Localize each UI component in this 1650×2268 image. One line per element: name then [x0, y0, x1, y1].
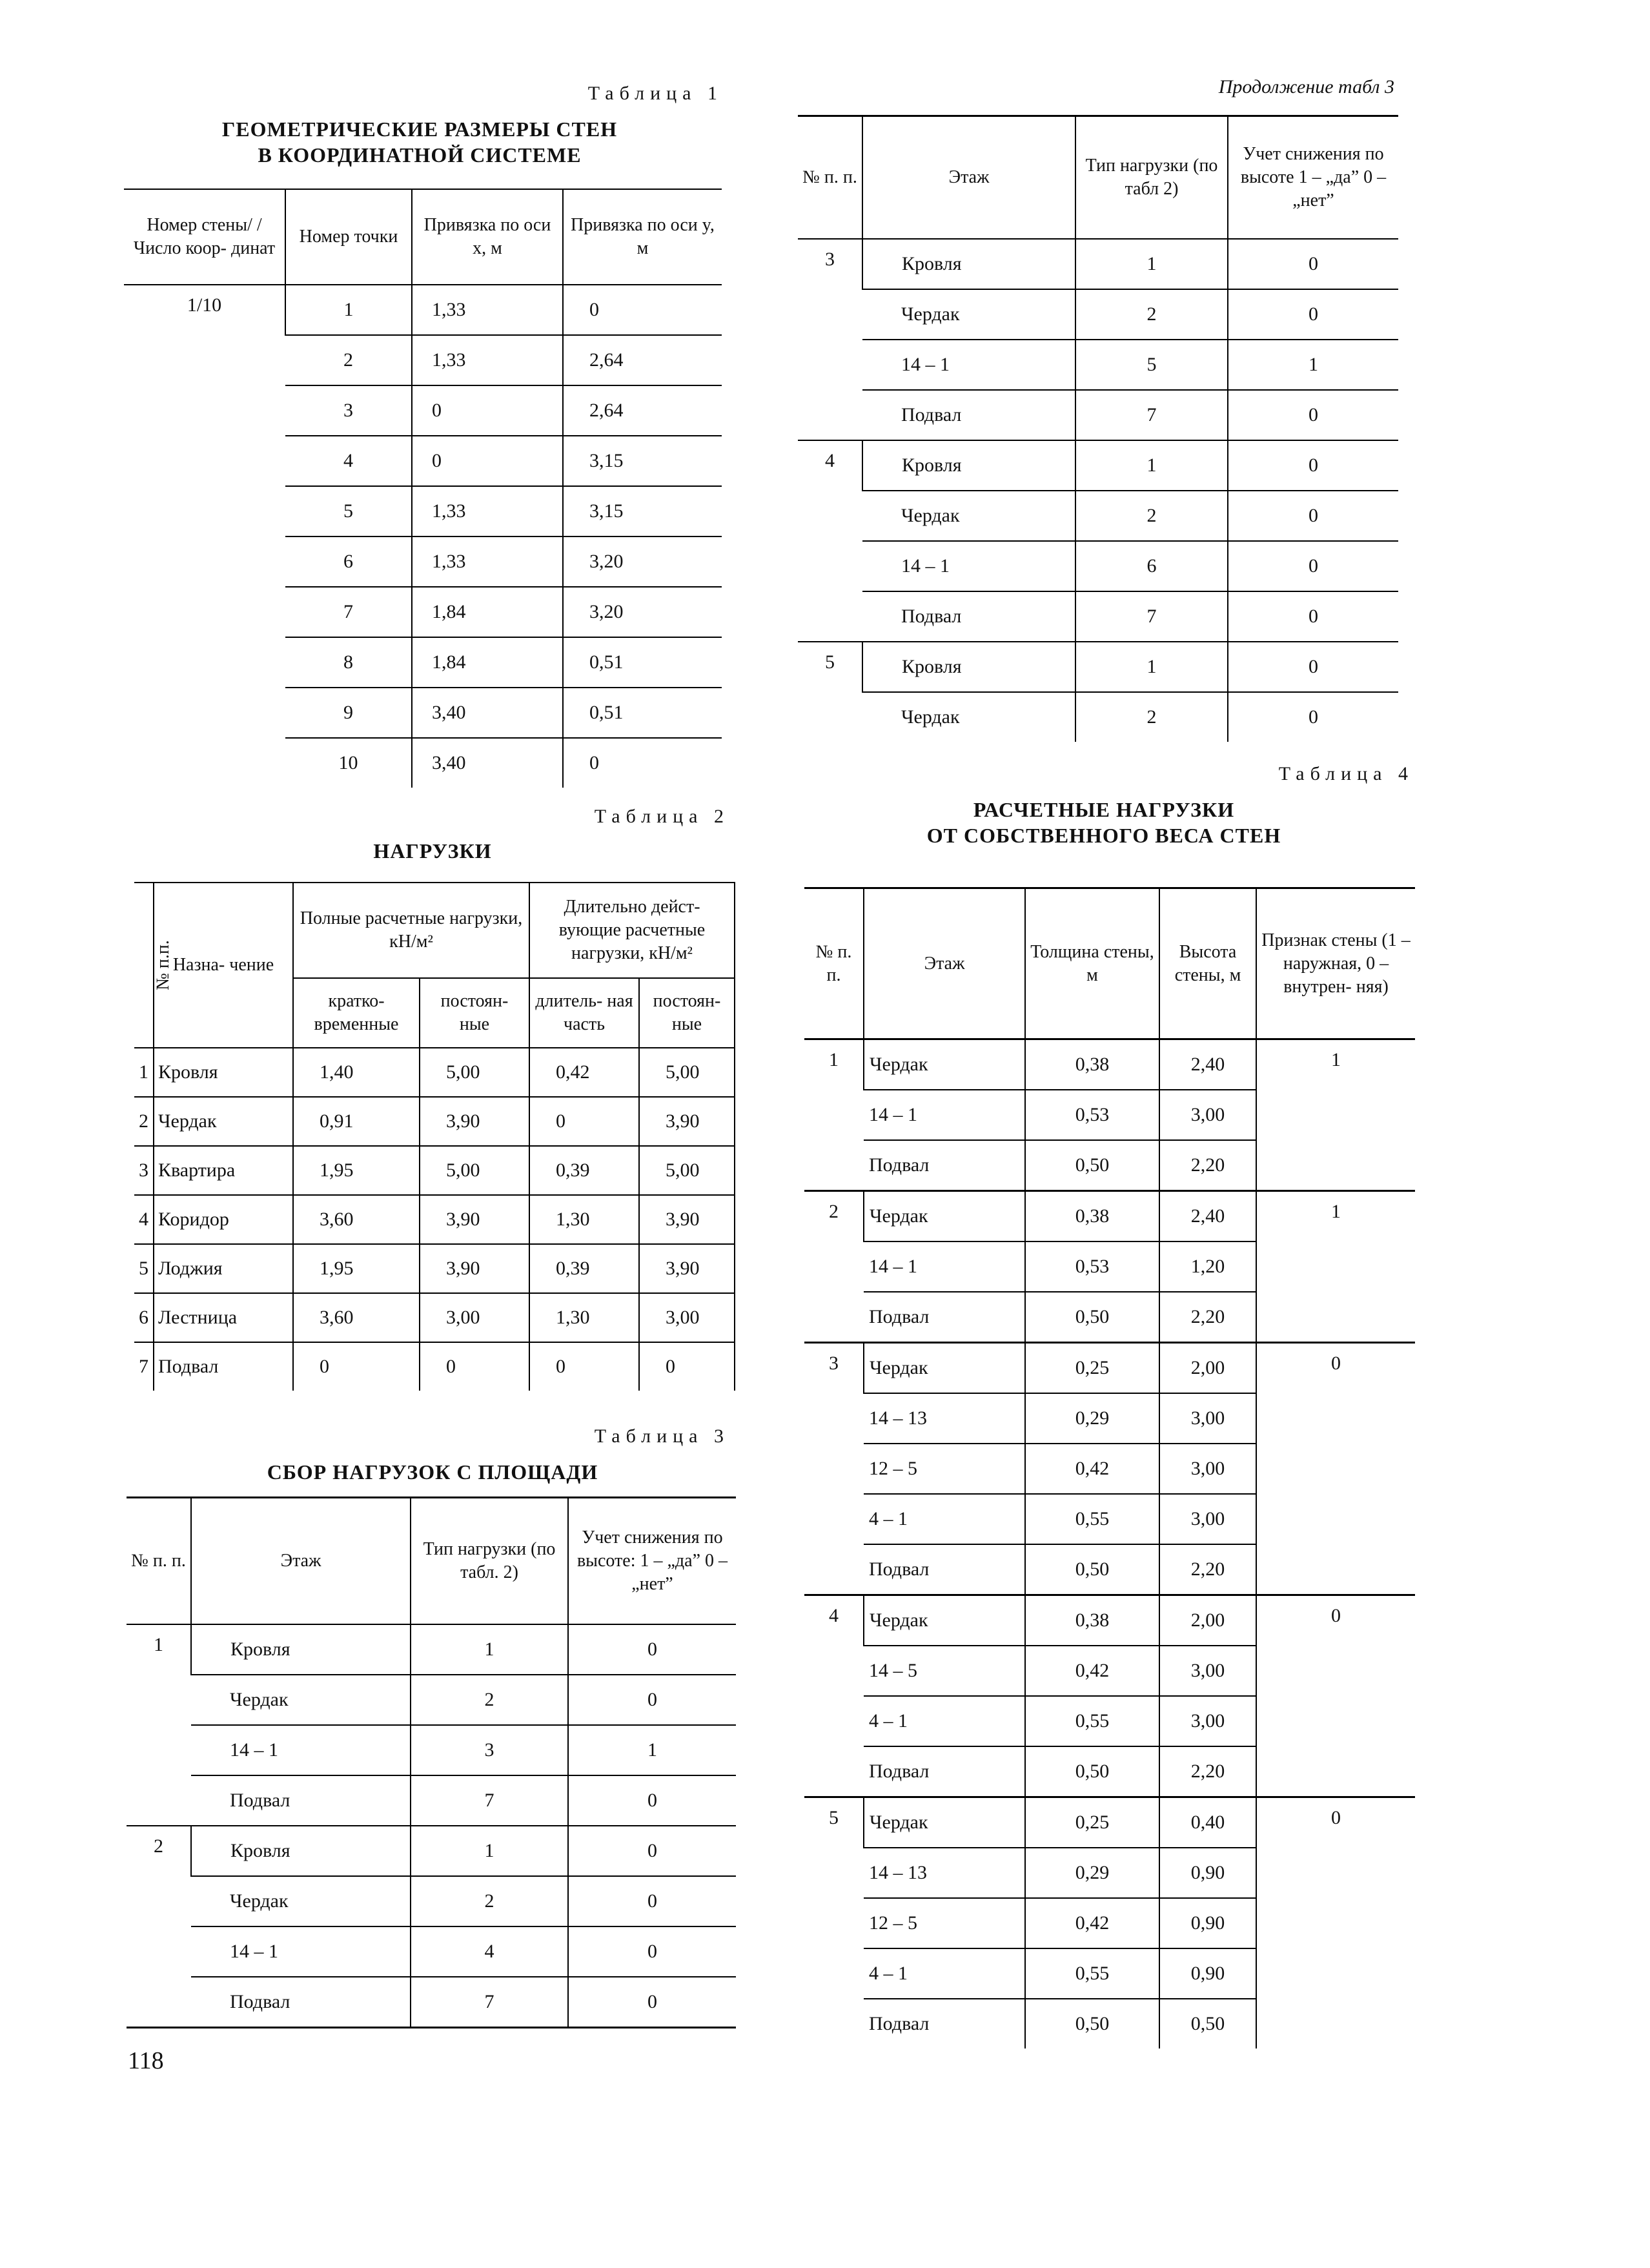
- long-part-load-cell: 0: [529, 1097, 639, 1146]
- thickness-cell: 0,55: [1025, 1494, 1159, 1544]
- y-coordinate-cell: 2,64: [563, 385, 722, 436]
- load-type-cell: 1: [1075, 642, 1228, 692]
- thickness-cell: 0,55: [1025, 1948, 1159, 1999]
- table-row: [127, 1725, 736, 1775]
- table-row: [804, 1343, 1415, 1394]
- group-number-cell: 1: [804, 1039, 864, 1191]
- table1-header-y: Привязка по оси y, м: [563, 189, 722, 285]
- thickness-cell: 0,53: [1025, 1090, 1159, 1140]
- row-number-cell: 2: [134, 1097, 154, 1146]
- table-row: [798, 340, 1398, 390]
- thickness-cell: 0,25: [1025, 1797, 1159, 1848]
- table2-header-permanent2: постоян- ные: [639, 978, 735, 1048]
- thickness-cell: 0,53: [1025, 1241, 1159, 1292]
- floor-cell: Чердак: [864, 1039, 1025, 1090]
- long-part-load-cell: 0: [529, 1342, 639, 1391]
- table3-header-num: № п. п.: [127, 1498, 191, 1624]
- thickness-cell: 0,25: [1025, 1343, 1159, 1394]
- load-type-cell: 7: [411, 1977, 568, 2028]
- load-type-cell: 2: [1075, 289, 1228, 340]
- table4-header-floor: Этаж: [864, 888, 1025, 1039]
- short-term-load-cell: 1,95: [293, 1146, 420, 1195]
- table1-title: [161, 116, 678, 168]
- wall-number-cell: 1/10: [187, 294, 222, 316]
- permanent-long-load-cell: 3,90: [639, 1195, 735, 1244]
- table-row: [798, 289, 1398, 340]
- load-type-cell: 2: [411, 1876, 568, 1926]
- load-type-cell: 2: [411, 1675, 568, 1725]
- reduction-cell: 0: [568, 1926, 736, 1977]
- row-number-cell: 1: [134, 1048, 154, 1097]
- short-term-load-cell: 0: [293, 1342, 420, 1391]
- thickness-cell: 0,38: [1025, 1595, 1159, 1646]
- thickness-cell: 0,50: [1025, 1746, 1159, 1797]
- thickness-cell: 0,29: [1025, 1393, 1159, 1444]
- thickness-cell: 0,38: [1025, 1039, 1159, 1090]
- point-number-cell: 2: [285, 335, 412, 385]
- y-coordinate-cell: 2,64: [563, 335, 722, 385]
- load-type-cell: 7: [1075, 390, 1228, 440]
- table-row: [798, 541, 1398, 591]
- table2-header-num: № п.п.: [134, 883, 154, 1048]
- floor-cell: Подвал: [862, 390, 1075, 440]
- load-type-cell: 7: [411, 1775, 568, 1826]
- table-row: [127, 1977, 736, 2028]
- height-cell: 0,40: [1159, 1797, 1256, 1848]
- table-row: [134, 1342, 735, 1391]
- floor-cell: Чердак: [862, 491, 1075, 541]
- long-part-load-cell: 0,39: [529, 1244, 639, 1293]
- reduction-cell: 0: [1228, 642, 1398, 692]
- x-coordinate-cell: 0: [412, 385, 563, 436]
- load-type-cell: 2: [1075, 491, 1228, 541]
- purpose-cell: Чердак: [154, 1097, 293, 1146]
- purpose-cell: Лоджия: [154, 1244, 293, 1293]
- long-part-load-cell: 0,39: [529, 1146, 639, 1195]
- floor-cell: Подвал: [864, 1140, 1025, 1191]
- table2-header-full: Полные расчетные нагрузки, кН/м²: [293, 883, 529, 978]
- wall-type-flag-cell: 1: [1256, 1039, 1415, 1191]
- x-coordinate-cell: 3,40: [412, 738, 563, 788]
- floor-cell: Чердак: [191, 1876, 411, 1926]
- table-row: [804, 1595, 1415, 1646]
- table3-cont-header-num: № п. п.: [798, 116, 862, 239]
- floor-cell: 12 – 5: [864, 1898, 1025, 1948]
- load-type-cell: 2: [1075, 692, 1228, 742]
- height-cell: 2,40: [1159, 1039, 1256, 1090]
- permanent-long-load-cell: 5,00: [639, 1146, 735, 1195]
- table4-title: [839, 797, 1369, 848]
- reduction-cell: 0: [1228, 390, 1398, 440]
- thickness-cell: 0,42: [1025, 1444, 1159, 1494]
- load-type-cell: 1: [411, 1624, 568, 1675]
- floor-cell: Кровля: [191, 1624, 411, 1675]
- table3-title: СБОР НАГРУЗОК С ПЛОЩАДИ: [267, 1460, 598, 1484]
- height-cell: 2,00: [1159, 1343, 1256, 1394]
- reduction-cell: 0: [568, 1876, 736, 1926]
- purpose-cell: Квартира: [154, 1146, 293, 1195]
- table3-caption: Таблица 3: [594, 1425, 729, 1447]
- table-row: [804, 1797, 1415, 1848]
- permanent-long-load-cell: 5,00: [639, 1048, 735, 1097]
- x-coordinate-cell: 1,33: [412, 536, 563, 587]
- floor-cell: Подвал: [869, 2013, 930, 2034]
- height-cell: 2,20: [1159, 1292, 1256, 1343]
- long-part-load-cell: 0,42: [529, 1048, 639, 1097]
- table-row: [127, 1675, 736, 1725]
- floor-cell: 14 – 5: [864, 1646, 1025, 1696]
- floor-cell: Подвал: [191, 1775, 411, 1826]
- table-row: [127, 1826, 736, 1876]
- table-row: [134, 1244, 735, 1293]
- floor-cell: Чердак: [864, 1797, 1025, 1848]
- table-row: [804, 1039, 1415, 1090]
- table2-title: НАГРУЗКИ: [373, 839, 492, 863]
- x-coordinate-cell: 1,33: [412, 335, 563, 385]
- long-part-load-cell: 1,30: [529, 1293, 639, 1342]
- long-part-load-cell: 1,30: [529, 1195, 639, 1244]
- reduction-cell: 0: [1228, 541, 1398, 591]
- floor-cell: 14 – 1: [862, 541, 1075, 591]
- table1-title-line1: ГЕОМЕТРИЧЕСКИЕ РАЗМЕРЫ СТЕН: [221, 117, 618, 141]
- table3-cont-header-floor: Этаж: [862, 116, 1075, 239]
- load-type-cell: 1: [1075, 239, 1228, 289]
- floor-cell: Чердак: [864, 1595, 1025, 1646]
- table3-header-load-type: Тип нагрузки (по табл. 2): [411, 1498, 568, 1624]
- table-row: [804, 1191, 1415, 1242]
- point-number-cell: 1: [285, 285, 412, 335]
- thickness-cell: 0,38: [1025, 1191, 1159, 1242]
- table-row: [124, 285, 722, 335]
- table1: [124, 189, 722, 788]
- group-number-cell: 1: [127, 1624, 191, 1826]
- group-number-cell: 5: [829, 1807, 839, 1828]
- table-row: [798, 440, 1398, 491]
- short-term-load-cell: 3,60: [293, 1293, 420, 1342]
- group-number-cell: 4: [798, 440, 862, 642]
- floor-cell: Чердак: [191, 1675, 411, 1725]
- height-cell: 0,90: [1159, 1898, 1256, 1948]
- x-coordinate-cell: 0: [412, 436, 563, 486]
- height-cell: 1,20: [1159, 1241, 1256, 1292]
- floor-cell: 12 – 5: [864, 1444, 1025, 1494]
- short-term-load-cell: 1,95: [293, 1244, 420, 1293]
- floor-cell: Кровля: [862, 440, 1075, 491]
- purpose-cell: Подвал: [154, 1342, 293, 1391]
- permanent-long-load-cell: 0: [639, 1342, 735, 1391]
- permanent-load-cell: 3,00: [420, 1293, 529, 1342]
- table-row: [798, 390, 1398, 440]
- table-row: [134, 1097, 735, 1146]
- height-cell: 2,20: [1159, 1544, 1256, 1595]
- thickness-cell: 0,50: [1025, 1999, 1159, 2048]
- table4-header-height: Высота стены, м: [1159, 888, 1256, 1039]
- table4-header-thickness: Толщина стены, м: [1025, 888, 1159, 1039]
- floor-cell: 14 – 1: [191, 1926, 411, 1977]
- floor-cell: Чердак: [862, 289, 1075, 340]
- wall-type-flag-cell: 0: [1256, 1797, 1415, 2049]
- row-number-cell: 6: [134, 1293, 154, 1342]
- height-cell: 3,00: [1159, 1494, 1256, 1544]
- table-row: [798, 239, 1398, 289]
- floor-cell: Кровля: [862, 642, 1075, 692]
- table-row: [127, 1876, 736, 1926]
- thickness-cell: 0,42: [1025, 1898, 1159, 1948]
- reduction-cell: 0: [568, 1775, 736, 1826]
- point-number-cell: 10: [338, 752, 358, 773]
- height-cell: 2,20: [1159, 1140, 1256, 1191]
- y-coordinate-cell: 3,20: [563, 587, 722, 637]
- group-number-cell: 2: [804, 1191, 864, 1343]
- point-number-cell: 5: [285, 486, 412, 536]
- table-row: [798, 642, 1398, 692]
- table-row: [127, 1775, 736, 1826]
- table-row: [134, 1195, 735, 1244]
- x-coordinate-cell: 1,33: [412, 285, 563, 335]
- permanent-load-cell: 3,90: [420, 1195, 529, 1244]
- x-coordinate-cell: 1,84: [412, 587, 563, 637]
- reduction-cell: 0: [568, 1624, 736, 1675]
- table-row: [134, 1048, 735, 1097]
- floor-cell: Подвал: [864, 1746, 1025, 1797]
- table2-header-long: Длительно дейст- вующие расчетные нагрузки, кН/м²: [529, 883, 735, 978]
- table-row: [798, 692, 1398, 742]
- table3-cont-header-reduction: Учет снижения по высоте 1 – „да” 0 – „нет”: [1228, 116, 1398, 239]
- floor-cell: 14 – 13: [864, 1848, 1025, 1898]
- thickness-cell: 0,29: [1025, 1848, 1159, 1898]
- permanent-long-load-cell: 3,90: [639, 1097, 735, 1146]
- floor-cell: Подвал: [862, 591, 1075, 642]
- wall-type-flag-cell: 0: [1256, 1595, 1415, 1797]
- height-cell: 3,00: [1159, 1646, 1256, 1696]
- table2: [134, 882, 735, 1391]
- table3-cont-header-load-type: Тип нагрузки (по табл 2): [1075, 116, 1228, 239]
- floor-cell: 4 – 1: [864, 1696, 1025, 1746]
- reduction-cell: 0: [568, 1675, 736, 1725]
- table2-header-short-term: кратко- временные: [293, 978, 420, 1048]
- table1-title-line2: В КООРДИНАТНОЙ СИСТЕМЕ: [258, 143, 582, 167]
- table1-header-x: Привязка по оси x, м: [412, 189, 563, 285]
- purpose-cell: Кровля: [154, 1048, 293, 1097]
- table2-header-long-part: длитель- ная часть: [529, 978, 639, 1048]
- purpose-cell: Коридор: [154, 1195, 293, 1244]
- point-number-cell: 9: [285, 688, 412, 738]
- height-cell: 0,90: [1159, 1848, 1256, 1898]
- load-type-cell: 1: [1075, 440, 1228, 491]
- height-cell: 3,00: [1159, 1393, 1256, 1444]
- permanent-long-load-cell: 3,00: [639, 1293, 735, 1342]
- table1-header-wall: Номер стены/ /Число коор- динат: [124, 189, 285, 285]
- height-cell: 0,50: [1159, 1999, 1256, 2048]
- purpose-cell: Лестница: [154, 1293, 293, 1342]
- floor-cell: Подвал: [191, 1977, 411, 2028]
- x-coordinate-cell: 1,84: [412, 637, 563, 688]
- page-number: 118: [128, 2047, 164, 2074]
- point-number-cell: 3: [285, 385, 412, 436]
- x-coordinate-cell: 1,33: [412, 486, 563, 536]
- floor-cell: Кровля: [862, 239, 1075, 289]
- y-coordinate-cell: 3,15: [563, 486, 722, 536]
- table1-header-point: Номер точки: [285, 189, 412, 285]
- height-cell: 3,00: [1159, 1444, 1256, 1494]
- floor-cell: 14 – 1: [862, 340, 1075, 390]
- floor-cell: Чердак: [864, 1343, 1025, 1394]
- permanent-load-cell: 5,00: [420, 1048, 529, 1097]
- reduction-cell: 0: [1228, 591, 1398, 642]
- reduction-cell: 0: [1228, 440, 1398, 491]
- row-number-cell: 3: [134, 1146, 154, 1195]
- y-coordinate-cell: 0,51: [563, 637, 722, 688]
- height-cell: 3,00: [1159, 1696, 1256, 1746]
- y-coordinate-cell: 0,51: [563, 688, 722, 738]
- floor-cell: Подвал: [864, 1544, 1025, 1595]
- load-type-cell: 6: [1075, 541, 1228, 591]
- thickness-cell: 0,42: [1025, 1646, 1159, 1696]
- wall-type-flag-cell: 1: [1256, 1191, 1415, 1343]
- table4-title-line2: ОТ СОБСТВЕННОГО ВЕСА СТЕН: [926, 824, 1281, 847]
- point-number-cell: 6: [285, 536, 412, 587]
- table-row: [798, 491, 1398, 541]
- table2-header-permanent: постоян- ные: [420, 978, 529, 1048]
- floor-cell: Кровля: [191, 1826, 411, 1876]
- floor-cell: 4 – 1: [864, 1494, 1025, 1544]
- table3-header-reduction: Учет снижения по высоте: 1 – „да” 0 – „нет”: [568, 1498, 736, 1624]
- load-type-cell: 1: [411, 1826, 568, 1876]
- floor-cell: 14 – 1: [864, 1241, 1025, 1292]
- load-type-cell: 5: [1075, 340, 1228, 390]
- thickness-cell: 0,50: [1025, 1544, 1159, 1595]
- table-row: [127, 1624, 736, 1675]
- reduction-cell: 0: [568, 1977, 736, 2028]
- group-number-cell: 3: [798, 239, 862, 440]
- thickness-cell: 0,50: [1025, 1292, 1159, 1343]
- floor-cell: Чердак: [864, 1191, 1025, 1242]
- table2-header-purpose: Назна- чение: [154, 883, 293, 1048]
- height-cell: 0,90: [1159, 1948, 1256, 1999]
- y-coordinate-cell: 3,15: [563, 436, 722, 486]
- reduction-cell: 0: [568, 1826, 736, 1876]
- load-type-cell: 4: [411, 1926, 568, 1977]
- x-coordinate-cell: 3,40: [412, 688, 563, 738]
- floor-cell: 14 – 1: [191, 1725, 411, 1775]
- table4: [804, 887, 1415, 2048]
- reduction-cell: 0: [1228, 239, 1398, 289]
- table3: [127, 1497, 736, 2028]
- table1-caption: Таблица 1: [587, 83, 723, 104]
- reduction-cell: 0: [1228, 692, 1398, 742]
- group-number-cell: 5: [825, 651, 835, 673]
- reduction-cell: 1: [568, 1725, 736, 1775]
- floor-cell: 4 – 1: [864, 1948, 1025, 1999]
- group-number-cell: 3: [804, 1343, 864, 1595]
- table2-caption: Таблица 2: [594, 806, 729, 827]
- table3-header-floor: Этаж: [191, 1498, 411, 1624]
- permanent-long-load-cell: 3,90: [639, 1244, 735, 1293]
- floor-cell: 14 – 13: [864, 1393, 1025, 1444]
- permanent-load-cell: 0: [420, 1342, 529, 1391]
- short-term-load-cell: 0,91: [293, 1097, 420, 1146]
- thickness-cell: 0,50: [1025, 1140, 1159, 1191]
- table-row: [134, 1293, 735, 1342]
- short-term-load-cell: 3,60: [293, 1195, 420, 1244]
- table-row: [798, 591, 1398, 642]
- wall-type-flag-cell: 0: [1256, 1343, 1415, 1595]
- floor-cell: Чердак: [901, 706, 960, 728]
- group-number-cell: 2: [127, 1826, 191, 2028]
- table4-header-wall-type: Признак стены (1 – наружная, 0 – внутрен- няя): [1256, 888, 1415, 1039]
- table4-header-num: № п. п.: [804, 888, 864, 1039]
- point-number-cell: 4: [285, 436, 412, 486]
- floor-cell: 14 – 1: [864, 1090, 1025, 1140]
- group-number-cell: 4: [804, 1595, 864, 1797]
- thickness-cell: 0,55: [1025, 1696, 1159, 1746]
- reduction-cell: 0: [1228, 289, 1398, 340]
- permanent-load-cell: 5,00: [420, 1146, 529, 1195]
- point-number-cell: 7: [285, 587, 412, 637]
- permanent-load-cell: 3,90: [420, 1097, 529, 1146]
- floor-cell: Подвал: [864, 1292, 1025, 1343]
- short-term-load-cell: 1,40: [293, 1048, 420, 1097]
- row-number-cell: 5: [134, 1244, 154, 1293]
- table3-cont-caption: Продолжение табл 3: [1218, 76, 1394, 97]
- reduction-cell: 0: [1228, 491, 1398, 541]
- height-cell: 2,40: [1159, 1191, 1256, 1242]
- height-cell: 3,00: [1159, 1090, 1256, 1140]
- row-number-cell: 7: [134, 1342, 154, 1391]
- table3-continued: [798, 115, 1398, 742]
- permanent-load-cell: 3,90: [420, 1244, 529, 1293]
- height-cell: 2,00: [1159, 1595, 1256, 1646]
- table4-title-line1: РАСЧЕТНЫЕ НАГРУЗКИ: [973, 798, 1235, 821]
- y-coordinate-cell: 0: [563, 285, 722, 335]
- reduction-cell: 1: [1228, 340, 1398, 390]
- load-type-cell: 3: [411, 1725, 568, 1775]
- table4-caption: Таблица 4: [1278, 763, 1414, 784]
- row-number-cell: 4: [134, 1195, 154, 1244]
- height-cell: 2,20: [1159, 1746, 1256, 1797]
- y-coordinate-cell: 0: [563, 738, 722, 788]
- y-coordinate-cell: 3,20: [563, 536, 722, 587]
- point-number-cell: 8: [285, 637, 412, 688]
- table-row: [127, 1926, 736, 1977]
- load-type-cell: 7: [1075, 591, 1228, 642]
- table-row: [134, 1146, 735, 1195]
